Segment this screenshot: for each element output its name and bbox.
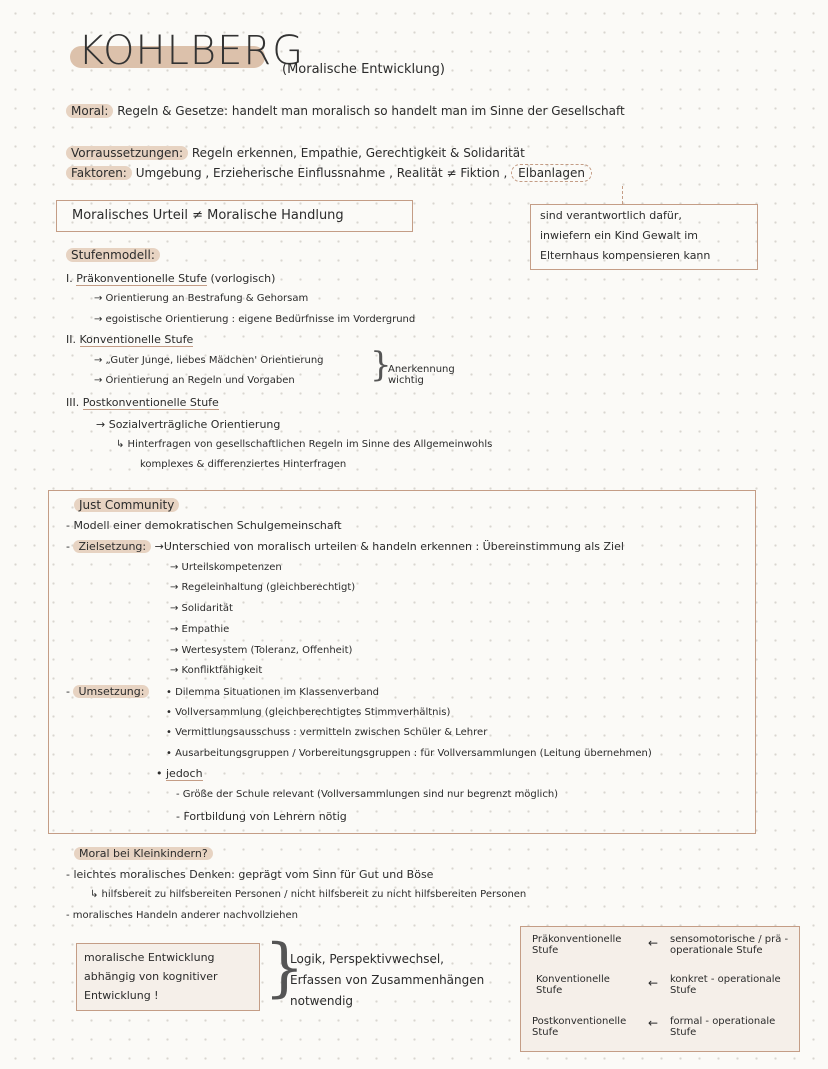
mapping-arrow: ← [648, 976, 659, 990]
jc-modell: - Modell einer demokratischen Schulgemeinschaft [66, 519, 342, 532]
jc-jedoch: • jedoch [156, 767, 203, 780]
jc-ziel-item: → Solidarität [170, 603, 233, 614]
stufenmodell-heading: Stufenmodell: [66, 248, 160, 262]
jc-ziel-item: → Urteilskompetenzen [170, 562, 282, 573]
moral-line [66, 104, 625, 118]
voraussetzungen-label: Vorraussetzungen: [66, 146, 188, 160]
note-line: Elternhaus kompensieren kann [540, 249, 711, 262]
page-title: KOHLBERG [78, 28, 305, 74]
jc-umsetzung-item: • Vollversammlung (gleichberechtigtes Stimmverhältnis) [166, 707, 451, 718]
jc-ziel-main: →Unterschied von moralisch urteilen & handeln erkennen : Übereinstimmung als Ziel [154, 540, 624, 553]
kognitiv-line: moralische Entwicklung [84, 951, 215, 964]
voraussetzungen-text: Regeln erkennen, Empathie, Gerechtigkeit & Solidarität [191, 146, 525, 160]
mapping-stage: Konventionelle Stufe [536, 974, 610, 996]
faktoren-highlight: Elbanlagen [511, 164, 592, 182]
faktoren-label: Faktoren: [66, 166, 132, 180]
jc-jedoch-item: - Fortbildung von Lehrern nötig [176, 810, 347, 823]
kognitiv-brace-line: Erfassen von Zusammenhängen [290, 973, 485, 987]
jc-ziel-label: Zielsetzung: [73, 540, 151, 553]
stage2-item: → Orientierung an Regeln und Vorgaben [94, 375, 295, 386]
mapping-arrow: ← [648, 936, 659, 950]
stage1-item: → egoistische Orientierung : eigene Bedürfnisse im Vordergrund [94, 314, 416, 325]
moral-label: Moral: [66, 104, 113, 118]
stage2-brace-note: Anerkennung wichtig [388, 364, 455, 386]
kleinkinder-line: ↳ hilfsbereit zu hilfsbereiten Personen / nicht hilfsbereit zu nicht hilfsbereiten Personen [90, 889, 527, 900]
mapping-arrow: ← [648, 1016, 659, 1030]
kleinkinder-line: - leichtes moralisches Denken: geprägt vom Sinn für Gut und Böse [66, 868, 434, 881]
stage3-item: ↳ Hinterfragen von gesellschaftlichen Regeln im Sinne des Allgemeinwohls [116, 439, 493, 450]
stage3-item: komplexes & differenziertes Hinterfragen [140, 459, 347, 470]
voraussetzungen-line [66, 146, 525, 160]
jc-umsetzung-line: - Umsetzung: [66, 685, 149, 698]
stage2-item: → „Guter Junge, liebes Mädchen' Orientierung [94, 355, 324, 366]
kognitiv-line: abhängig von kognitiver [84, 970, 218, 983]
stage2-title: II. Konventionelle Stufe [66, 333, 194, 346]
stage3-title: III. Postkonventionelle Stufe [66, 396, 219, 409]
stage1-title: I. Präkonventionelle Stufe (vorlogisch) [66, 272, 276, 285]
note-line: sind verantwortlich dafür, [540, 209, 682, 222]
jc-ziel-item: → Regeleinhaltung (gleichberechtigt) [170, 582, 356, 593]
page-subtitle: (Moralische Entwicklung) [282, 62, 445, 77]
moral-text: Regeln & Gesetze: handelt man moralisch so handelt man im Sinne der Gesellschaft [117, 104, 625, 118]
kognitiv-brace-line: notwendig [290, 994, 354, 1008]
jc-ziel-item: → Konfliktfähigkeit [170, 665, 263, 676]
stage2-brace: } [370, 345, 392, 385]
mapping-piaget: sensomotorische / prä - operationale Stufe [670, 934, 789, 956]
jc-umsetzung-item: • Vermittlungsausschuss : vermitteln zwischen Schüler & Lehrer [166, 727, 488, 738]
mapping-stage: Postkonventionelle Stufe [532, 1016, 627, 1038]
kognitiv-brace-line: Logik, Perspektivwechsel, [290, 952, 444, 966]
just-community-heading: Just Community [74, 498, 179, 512]
kognitiv-brace: } [264, 931, 305, 1005]
kognitiv-line: Entwicklung ! [84, 989, 159, 1002]
mapping-stage: Präkonventionelle Stufe [532, 934, 622, 956]
mapping-piaget: formal - operationale Stufe [670, 1016, 776, 1038]
jc-ziel-line: - Zielsetzung: →Unterschied von moralisch urteilen & handeln erkennen : Übereinstimmung als Ziel [66, 540, 624, 553]
jc-ziel-item: → Wertesystem (Toleranz, Offenheit) [170, 645, 353, 656]
connector-line [622, 186, 623, 204]
jc-umsetzung-label: Umsetzung: [73, 685, 149, 698]
mapping-piaget: konkret - operationale Stufe [670, 974, 781, 996]
stage1-item: → Orientierung an Bestrafung & Gehorsam [94, 293, 309, 304]
faktoren-line [66, 166, 592, 180]
kleinkinder-heading: Moral bei Kleinkindern? [74, 847, 213, 860]
note-line: inwiefern ein Kind Gewalt im [540, 229, 698, 242]
kleinkinder-line: - moralisches Handeln anderer nachvollziehen [66, 910, 299, 921]
jc-umsetzung-item: • Dilemma Situationen im Klassenverband [166, 687, 380, 698]
jc-ziel-item: → Empathie [170, 624, 230, 635]
urteil-text: Moralisches Urteil ≠ Moralische Handlung [72, 208, 344, 223]
jc-umsetzung-item: • Ausarbeitungsgruppen / Vorbereitungsgruppen : für Vollversammlungen (Leitung übernehmen) [166, 748, 652, 759]
faktoren-text: Umgebung , Erzieherische Einflussnahme , Realität ≠ Fiktion , [135, 166, 508, 180]
jc-jedoch-item: - Größe der Schule relevant (Vollversammlungen sind nur begrenzt möglich) [176, 789, 559, 800]
stage3-item: → Sozialverträgliche Orientierung [96, 418, 281, 431]
